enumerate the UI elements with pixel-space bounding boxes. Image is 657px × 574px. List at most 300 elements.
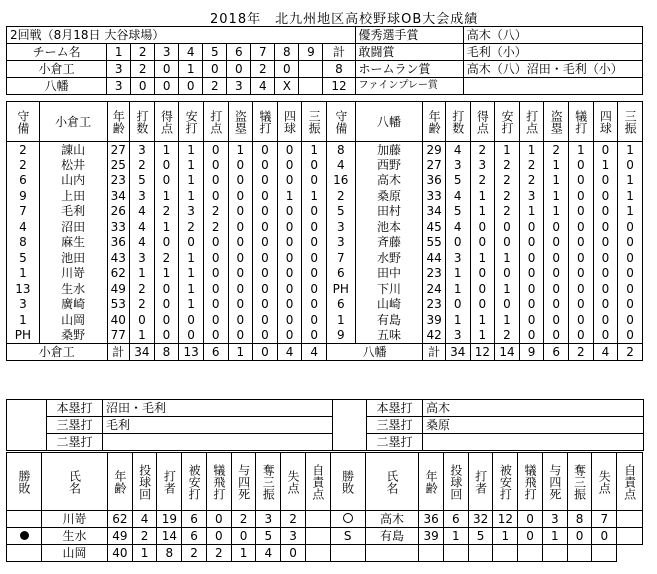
inning-score: 3 [107, 61, 131, 78]
player-position: 7 [7, 204, 40, 220]
player-stat: 0 [228, 312, 253, 328]
team-name: 小倉工 [7, 61, 107, 78]
player-stat: 0 [593, 204, 618, 220]
player-position: 2 [7, 157, 40, 173]
player-stat: 1 [519, 142, 544, 158]
award-value: 高木（八） [463, 27, 642, 44]
pitch-header: 失点 [281, 453, 306, 511]
stat-header: 安打 [495, 102, 520, 142]
player-stat: 0 [253, 250, 278, 266]
stat-header: 打数 [130, 102, 155, 142]
player-stat: 0 [203, 157, 228, 173]
player-stat: 0 [253, 188, 278, 204]
player-stat: 3 [179, 204, 204, 220]
inning-score: X [275, 78, 299, 95]
player-stat: 1 [470, 188, 495, 204]
player-name: 下川 [355, 281, 423, 297]
total-stat: 6 [203, 343, 228, 360]
player-stat: 0 [154, 173, 179, 189]
player-name: 廣崎 [39, 297, 107, 313]
player-stat: 0 [228, 297, 253, 313]
player-stat: 0 [302, 266, 327, 282]
player-stat: 2 [154, 250, 179, 266]
pitcher-age: 36 [419, 511, 444, 528]
player-stat: 0 [154, 235, 179, 251]
player-name: 山崎 [355, 297, 423, 313]
player-stat: 0 [544, 328, 569, 344]
pitcher-stat: 5 [468, 528, 493, 545]
pitcher-stat: 6 [182, 528, 207, 545]
table-row [7, 142, 643, 158]
inning-score: 0 [203, 61, 227, 78]
pitcher-stat [567, 545, 592, 562]
player-stat: 0 [277, 266, 302, 282]
pitch-header: 年齢 [419, 453, 444, 511]
player-stat: 3 [445, 157, 470, 173]
player-stat: 0 [593, 250, 618, 266]
player-stat: 0 [253, 219, 278, 235]
player-age: 77 [107, 328, 130, 344]
result-mark [330, 511, 365, 528]
table-row [7, 511, 643, 528]
pitcher-stat: 2 [182, 545, 207, 562]
player-stat: 1 [130, 328, 155, 344]
player-position: 16 [326, 173, 355, 189]
player-age: 39 [423, 312, 446, 328]
player-age: 34 [107, 188, 130, 204]
award-label: 敢闘賞 [355, 44, 463, 61]
pitcher-stat: 5 [256, 528, 281, 545]
inning-score: 0 [155, 78, 179, 95]
player-stat: 0 [277, 219, 302, 235]
double-value [423, 434, 644, 451]
pitcher-stat [592, 545, 617, 562]
score-table [6, 26, 643, 95]
table-row [7, 250, 643, 266]
total-stat: 4 [277, 343, 302, 360]
pitcher-stat-spacer [617, 528, 643, 545]
table-row [7, 328, 643, 344]
player-stat: 0 [228, 188, 253, 204]
player-stat: 0 [203, 250, 228, 266]
player-name: 田中 [355, 266, 423, 282]
result-mark: S [330, 528, 365, 545]
player-name: 高木 [355, 173, 423, 189]
pitch-header: 犠飛打 [518, 453, 543, 511]
player-stat: 0 [568, 188, 593, 204]
player-age: 43 [107, 250, 130, 266]
pitcher-stat: 3 [281, 528, 306, 545]
total-stat: 34 [445, 343, 470, 360]
player-stat: 0 [519, 328, 544, 344]
player-stat: 4 [445, 188, 470, 204]
total-stat: 1 [228, 343, 253, 360]
player-stat: 1 [544, 188, 569, 204]
player-stat: 0 [568, 219, 593, 235]
player-stat: 2 [470, 173, 495, 189]
player-stat: 2 [179, 219, 204, 235]
table-row [7, 173, 643, 189]
player-stat: 1 [154, 266, 179, 282]
inning-score: 3 [107, 78, 131, 95]
player-stat: 1 [179, 281, 204, 297]
player-stat: 0 [519, 297, 544, 313]
table-row [7, 281, 643, 297]
player-stat: 1 [544, 204, 569, 220]
pitcher-stat [444, 545, 469, 562]
pitch-header: 投球回 [444, 453, 469, 511]
player-stat: 3 [445, 328, 470, 344]
player-stat: 1 [544, 173, 569, 189]
player-stat: 1 [593, 157, 618, 173]
player-stat: 1 [445, 312, 470, 328]
player-stat: 0 [228, 281, 253, 297]
player-position: 9 [326, 328, 355, 344]
player-age: 53 [107, 297, 130, 313]
player-age: 27 [107, 142, 130, 158]
pitcher-stat: 1 [542, 528, 567, 545]
player-stat: 1 [179, 250, 204, 266]
player-stat: 0 [593, 328, 618, 344]
player-stat: 0 [203, 188, 228, 204]
pitch-header: 与四死 [542, 453, 567, 511]
pitcher-stat: 8 [567, 511, 592, 528]
player-name: 松井 [39, 157, 107, 173]
player-stat: 1 [277, 188, 302, 204]
player-stat: 0 [203, 266, 228, 282]
pitch-header: 自責点 [617, 453, 643, 511]
score-row [7, 61, 643, 78]
pitcher-stat: 1 [231, 545, 256, 562]
player-stat: 0 [228, 250, 253, 266]
player-stat: 4 [445, 219, 470, 235]
player-stat: 5 [445, 204, 470, 220]
pitcher-stat [518, 545, 543, 562]
pitcher-stat [542, 545, 567, 562]
player-stat: 0 [154, 328, 179, 344]
player-stat: 0 [253, 235, 278, 251]
player-stat: 0 [179, 235, 204, 251]
player-age: 42 [423, 328, 446, 344]
player-stat: 0 [618, 250, 643, 266]
inning-score [299, 61, 323, 78]
player-stat: 0 [302, 250, 327, 266]
player-position: 1 [326, 312, 355, 328]
player-stat: 0 [203, 297, 228, 313]
player-stat: 0 [618, 312, 643, 328]
pitch-header: 自責点 [305, 453, 330, 511]
table-row [7, 528, 643, 545]
pitcher-stat: 1 [444, 528, 469, 545]
player-stat: 0 [544, 312, 569, 328]
player-stat: 2 [495, 204, 520, 220]
pitcher-stat-spacer [305, 528, 330, 545]
player-stat: 3 [130, 188, 155, 204]
inning-header: 2 [131, 44, 155, 61]
stat-header: 打点 [203, 102, 228, 142]
player-age: 62 [107, 266, 130, 282]
player-stat: 0 [519, 219, 544, 235]
player-stat: 0 [544, 281, 569, 297]
player-stat: 4 [130, 219, 155, 235]
player-name: 西野 [355, 157, 423, 173]
pitcher-stat-spacer [617, 511, 643, 528]
player-stat: 0 [277, 142, 302, 158]
player-age: 23 [423, 266, 446, 282]
player-stat: 0 [618, 235, 643, 251]
player-stat: 1 [618, 188, 643, 204]
player-name: 沼田 [39, 219, 107, 235]
player-stat: 0 [470, 297, 495, 313]
total-header: 計 [323, 44, 355, 61]
player-stat: 0 [445, 235, 470, 251]
triple-label: 三塁打 [367, 417, 423, 434]
player-stat: 0 [154, 297, 179, 313]
player-stat: 4 [130, 204, 155, 220]
pitch-header: 犠飛打 [206, 453, 231, 511]
player-name: 加藤 [355, 142, 423, 158]
pitcher-stat: 0 [281, 545, 306, 562]
pitcher-stat: 6 [444, 511, 469, 528]
pitcher-age [419, 545, 444, 562]
player-name: 池田 [39, 250, 107, 266]
player-name: 上田 [39, 188, 107, 204]
table-row [7, 266, 643, 282]
player-stat: 0 [154, 281, 179, 297]
award-value: 高木（八）沼田・毛利（小） [463, 61, 642, 78]
total-score: 12 [323, 78, 355, 95]
player-age: 23 [423, 297, 446, 313]
player-name: 生水 [39, 281, 107, 297]
player-position: PH [7, 328, 40, 344]
table-row [7, 545, 643, 562]
pitcher-name: 川嵜 [42, 511, 108, 528]
inning-score: 0 [275, 61, 299, 78]
stat-header: 打点 [519, 102, 544, 142]
inning-score: 1 [179, 61, 203, 78]
stat-header: 四球 [277, 102, 302, 142]
inning-score: 0 [131, 78, 155, 95]
pitcher-stat: 2 [231, 511, 256, 528]
pitcher-stat: 0 [206, 528, 231, 545]
player-position: 4 [326, 157, 355, 173]
inning-header: 1 [107, 44, 131, 61]
pitcher-stat: 1 [493, 528, 518, 545]
total-label: 計 [423, 343, 446, 360]
total-stat: 2 [618, 343, 643, 360]
hr-value: 高木 [423, 400, 644, 417]
player-stat: 2 [470, 142, 495, 158]
pitcher-stat: 14 [157, 528, 182, 545]
player-stat: 1 [445, 281, 470, 297]
pitcher-stat: 8 [157, 545, 182, 562]
total-stat: 14 [495, 343, 520, 360]
pitch-header: 奪三振 [567, 453, 592, 511]
pitching-table [6, 452, 643, 562]
player-position: 2 [7, 142, 40, 158]
player-stat: 0 [618, 281, 643, 297]
player-age: 34 [423, 204, 446, 220]
totals-row [7, 343, 643, 360]
player-age: 44 [423, 250, 446, 266]
player-position: 1 [7, 266, 40, 282]
inning-score: 0 [179, 78, 203, 95]
player-stat: 0 [228, 204, 253, 220]
player-age: 26 [107, 204, 130, 220]
player-name: 麻生 [39, 235, 107, 251]
player-age: 45 [423, 219, 446, 235]
player-position: 8 [326, 142, 355, 158]
player-name: 山内 [39, 173, 107, 189]
inning-score: 2 [251, 61, 275, 78]
pitcher-stat: 2 [206, 545, 231, 562]
player-stat: 0 [130, 312, 155, 328]
player-stat: 0 [277, 312, 302, 328]
player-stat: 2 [130, 281, 155, 297]
player-age: 24 [423, 281, 446, 297]
triple-label: 三塁打 [47, 417, 103, 434]
round-info: 2回戦（8月18日 大谷球場） [7, 27, 356, 44]
player-stat: 0 [568, 312, 593, 328]
inning-score: 4 [251, 78, 275, 95]
player-stat: 0 [593, 142, 618, 158]
pitcher-stat [468, 545, 493, 562]
player-name: 諌山 [39, 142, 107, 158]
player-stat: 0 [593, 312, 618, 328]
inning-header: 7 [251, 44, 275, 61]
player-stat: 0 [519, 281, 544, 297]
pitch-header: 与四死 [231, 453, 256, 511]
player-stat: 0 [618, 157, 643, 173]
player-stat: 1 [495, 142, 520, 158]
player-stat: 1 [154, 142, 179, 158]
player-stat: 1 [618, 204, 643, 220]
team-name: 八幡 [7, 78, 107, 95]
pitch-header: 失点 [592, 453, 617, 511]
player-stat: 0 [568, 173, 593, 189]
player-stat: 1 [470, 312, 495, 328]
table-row [7, 297, 643, 313]
pitcher-stat: 0 [518, 511, 543, 528]
player-stat: 0 [568, 157, 593, 173]
award-label: 優秀選手賞 [355, 27, 463, 44]
player-stat: 1 [179, 297, 204, 313]
total-stat: 13 [179, 343, 204, 360]
player-stat: 1 [179, 266, 204, 282]
player-stat: 2 [154, 204, 179, 220]
inning-score: 0 [227, 61, 251, 78]
player-position: 3 [326, 219, 355, 235]
pitch-header: 氏名 [42, 453, 108, 511]
pitch-header: 投球回 [132, 453, 157, 511]
player-stat: 2 [495, 173, 520, 189]
table-row [7, 219, 643, 235]
team-b-name: 八幡 [355, 102, 423, 142]
player-name: 毛利 [39, 204, 107, 220]
triple-value: 毛利 [103, 417, 333, 434]
player-stat: 1 [154, 188, 179, 204]
player-stat: 0 [519, 312, 544, 328]
award-label: ファインプレー賞 [355, 78, 463, 95]
player-stat: 5 [130, 173, 155, 189]
player-stat: 1 [302, 188, 327, 204]
player-stat: 1 [470, 328, 495, 344]
player-stat: 1 [495, 250, 520, 266]
pitcher-stat: 7 [592, 511, 617, 528]
player-stat: 3 [519, 188, 544, 204]
inning-score: 2 [203, 78, 227, 95]
pitcher-stat: 6 [182, 511, 207, 528]
double-label: 二塁打 [367, 434, 423, 451]
total-stat: 9 [519, 343, 544, 360]
pitcher-name: 生水 [42, 528, 108, 545]
player-stat: 0 [544, 266, 569, 282]
score-header-row [7, 44, 643, 61]
player-age: 25 [107, 157, 130, 173]
player-stat: 2 [495, 328, 520, 344]
player-position: 7 [326, 250, 355, 266]
inning-header: 5 [203, 44, 227, 61]
player-stat: 0 [203, 235, 228, 251]
player-stat: 2 [130, 297, 155, 313]
player-stat: 1 [445, 266, 470, 282]
hr-label: 本塁打 [47, 400, 103, 417]
player-age: 40 [107, 312, 130, 328]
player-stat: 0 [228, 266, 253, 282]
player-name: 山岡 [39, 312, 107, 328]
player-stat: 3 [130, 142, 155, 158]
double-value [103, 434, 333, 451]
double-label: 二塁打 [47, 434, 103, 451]
inning-header: 9 [299, 44, 323, 61]
player-stat: 0 [593, 266, 618, 282]
pitcher-name: 有島 [365, 528, 419, 545]
player-position: 5 [7, 250, 40, 266]
player-position: 2 [326, 188, 355, 204]
inning-header: 8 [275, 44, 299, 61]
total-stat: 4 [593, 343, 618, 360]
player-stat: 0 [253, 312, 278, 328]
inning-score: 2 [131, 61, 155, 78]
player-stat: 1 [495, 281, 520, 297]
stat-header: 三振 [302, 102, 327, 142]
pitcher-age: 49 [108, 528, 133, 545]
hr-value: 沼田・毛利 [103, 400, 333, 417]
player-position: 1 [7, 312, 40, 328]
pitcher-name: 高木 [365, 511, 419, 528]
stat-header: 三振 [618, 102, 643, 142]
player-stat: 0 [445, 297, 470, 313]
player-stat: 1 [302, 142, 327, 158]
player-position: 3 [7, 297, 40, 313]
player-stat: 3 [130, 250, 155, 266]
player-stat: 0 [253, 266, 278, 282]
player-stat: 0 [568, 235, 593, 251]
player-stat: 0 [618, 328, 643, 344]
player-stat: 0 [179, 328, 204, 344]
total-stat: 12 [470, 343, 495, 360]
player-stat: 1 [470, 204, 495, 220]
stat-header: 四球 [593, 102, 618, 142]
player-stat: 1 [495, 312, 520, 328]
pitcher-stat: 1 [132, 545, 157, 562]
player-stat: 0 [495, 235, 520, 251]
pitcher-stat: 0 [518, 528, 543, 545]
player-name: 桑原 [355, 188, 423, 204]
player-stat: 0 [568, 250, 593, 266]
player-stat: 1 [544, 157, 569, 173]
player-stat: 0 [277, 250, 302, 266]
